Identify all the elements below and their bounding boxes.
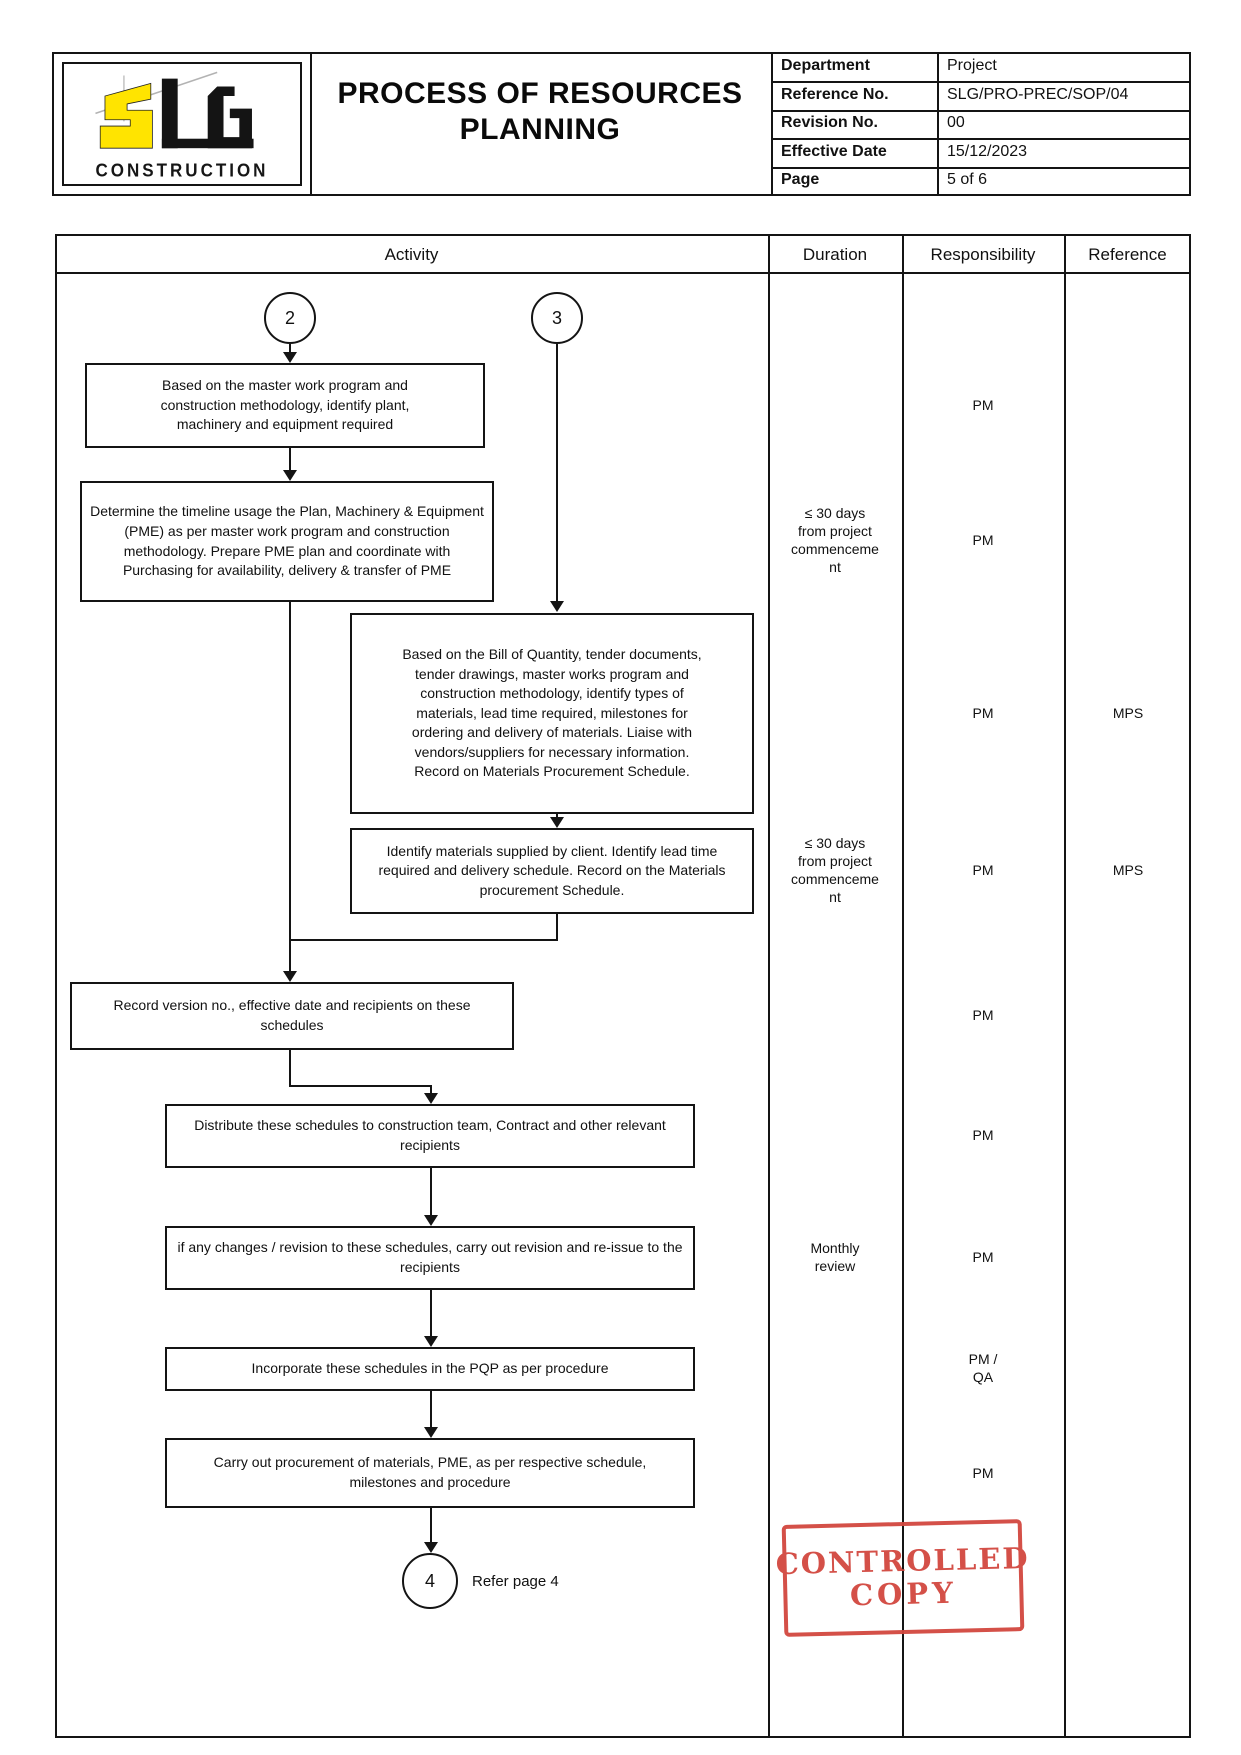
box-incorporate-pqp <box>165 1347 695 1391</box>
info-value-revision-no: 00 <box>947 114 965 131</box>
info-row-border <box>771 81 1191 83</box>
flow-arrowhead <box>283 352 297 363</box>
page-title: PROCESS OF RESOURCES PLANNING <box>337 77 743 146</box>
box-text: Identify materials supplied by client. Identify lead time required and delivery schedule. Record on the Materials procurement Schedule. <box>378 842 726 898</box>
box-record-version <box>70 982 514 1050</box>
column-header-responsibility: Responsibility <box>930 245 1036 264</box>
stamp-line-2: COPY <box>849 1575 958 1613</box>
box-text: Based on the Bill of Quantity, tender documents, tender drawings, master works program and construction methodology, identify types of materials, lead time required, milestones for ordering and delivery of materials. Liaise with vendors/suppliers for necessary information. Record on Materials Procurement Schedule. <box>402 645 702 780</box>
box-carry-out-procurement <box>165 1438 695 1508</box>
responsibility-note-8: PM / QA <box>968 1351 998 1385</box>
responsibility-note-7: PM <box>972 1249 994 1265</box>
box-text: Based on the master work program and construction methodology, identify plant, machinery and equipment required <box>160 377 410 433</box>
stamp-line-1: CONTROLLED <box>775 1540 1030 1581</box>
logo-baseline <box>162 139 254 148</box>
column-header-reference: Reference <box>1088 245 1167 264</box>
info-row-border <box>771 138 1191 140</box>
info-row-border <box>771 167 1191 169</box>
info-value-effective-date: 15/12/2023 <box>947 143 1028 160</box>
connector-circle-2: 2 <box>264 292 316 344</box>
responsibility-note-1: PM <box>972 397 994 413</box>
info-label-department: Department <box>781 57 870 74</box>
refer-page-note: Refer page 4 <box>472 1573 559 1590</box>
flow-line <box>289 1050 291 1087</box>
reference-note-1: MPS <box>1112 705 1144 721</box>
responsibility-note-5: PM <box>972 1007 994 1023</box>
column-divider-duration-responsibility <box>902 234 904 1738</box>
flow-line <box>430 1508 432 1542</box>
connector-circle-4: 4 <box>402 1553 458 1609</box>
column-divider-activity-duration <box>768 234 770 1738</box>
flow-line <box>430 1168 432 1215</box>
responsibility-note-2: PM <box>972 532 994 548</box>
box-text: if any changes / revision to these schedules, carry out revision and re-issue to the recipients <box>177 1239 683 1275</box>
flow-line <box>289 448 291 470</box>
responsibility-note-6: PM <box>972 1127 994 1143</box>
responsibility-note-4: PM <box>972 862 994 878</box>
responsibility-note-3: PM <box>972 705 994 721</box>
info-value-page: 5 of 6 <box>947 171 988 188</box>
flow-line <box>430 1085 432 1093</box>
flow-arrowhead <box>424 1336 438 1347</box>
box-revision-reissue <box>165 1226 695 1290</box>
responsibility-note-9: PM <box>972 1465 994 1481</box>
info-table-left-border <box>771 52 773 196</box>
column-header-duration: Duration <box>802 245 868 264</box>
duration-note-2: ≤ 30 days from project commencement <box>791 835 879 905</box>
flow-arrowhead <box>283 470 297 481</box>
company-logo <box>62 62 302 186</box>
box-text: Record version no., effective date and recipients on these schedules <box>113 997 471 1033</box>
box-client-supplied-materials <box>350 828 754 914</box>
box-materials-procurement-schedule <box>350 613 754 814</box>
flow-arrowhead <box>424 1542 438 1553</box>
box-text: Incorporate these schedules in the PQP as per procedure <box>251 1360 609 1377</box>
slg-logo-mark <box>72 66 296 164</box>
logo-letter-s <box>100 83 152 148</box>
box-text: Carry out procurement of materials, PME, as per respective schedule, milestones and procedure <box>213 1454 647 1490</box>
duration-note-1: ≤ 30 days from project commencement <box>791 505 879 575</box>
header-divider <box>310 52 312 196</box>
flow-line <box>556 344 558 601</box>
box-text: Determine the timeline usage the Plan, Machinery & Equipment (PME) as per master work program and construction methodology. Prepare PME plan and coordinate with Purchasing for availability, delivery & transfer of PME <box>90 503 484 579</box>
flow-line <box>289 602 291 971</box>
controlled-copy-stamp <box>775 1519 1030 1637</box>
info-value-department: Project <box>947 57 997 74</box>
connector-circle-3: 3 <box>531 292 583 344</box>
flow-line <box>289 939 558 941</box>
column-divider-responsibility-reference <box>1064 234 1066 1738</box>
info-row-border <box>771 110 1191 112</box>
flow-line <box>289 344 291 352</box>
info-label-reference-no: Reference No. <box>781 86 889 103</box>
info-label-page: Page <box>781 171 820 188</box>
info-label-effective-date: Effective Date <box>781 143 887 160</box>
info-value-reference-no: SLG/PRO-PREC/SOP/04 <box>947 86 1129 103</box>
table-header-border <box>55 272 1191 274</box>
flow-arrowhead <box>424 1427 438 1438</box>
box-pme-timeline-plan <box>80 481 494 602</box>
box-identify-pme <box>85 363 485 448</box>
logo-construction-text: CONSTRUCTION <box>95 160 269 181</box>
box-text: Distribute these schedules to construction team, Contract and other relevant recipients <box>194 1117 666 1153</box>
flow-line <box>556 914 558 941</box>
flow-line <box>289 1085 432 1087</box>
flow-arrowhead <box>283 971 297 982</box>
flow-arrowhead <box>550 601 564 612</box>
info-table-divider <box>937 52 939 196</box>
reference-note-2: MPS <box>1112 862 1144 878</box>
flow-line <box>430 1391 432 1427</box>
flow-arrowhead <box>424 1093 438 1104</box>
flow-line <box>430 1290 432 1336</box>
logo-letter-l <box>162 79 178 149</box>
box-distribute-schedules <box>165 1104 695 1168</box>
flow-arrowhead <box>424 1215 438 1226</box>
info-label-revision-no: Revision No. <box>781 114 878 131</box>
flow-arrowhead <box>550 817 564 828</box>
column-header-activity: Activity <box>384 245 439 264</box>
duration-note-3: Monthly review <box>810 1240 860 1274</box>
